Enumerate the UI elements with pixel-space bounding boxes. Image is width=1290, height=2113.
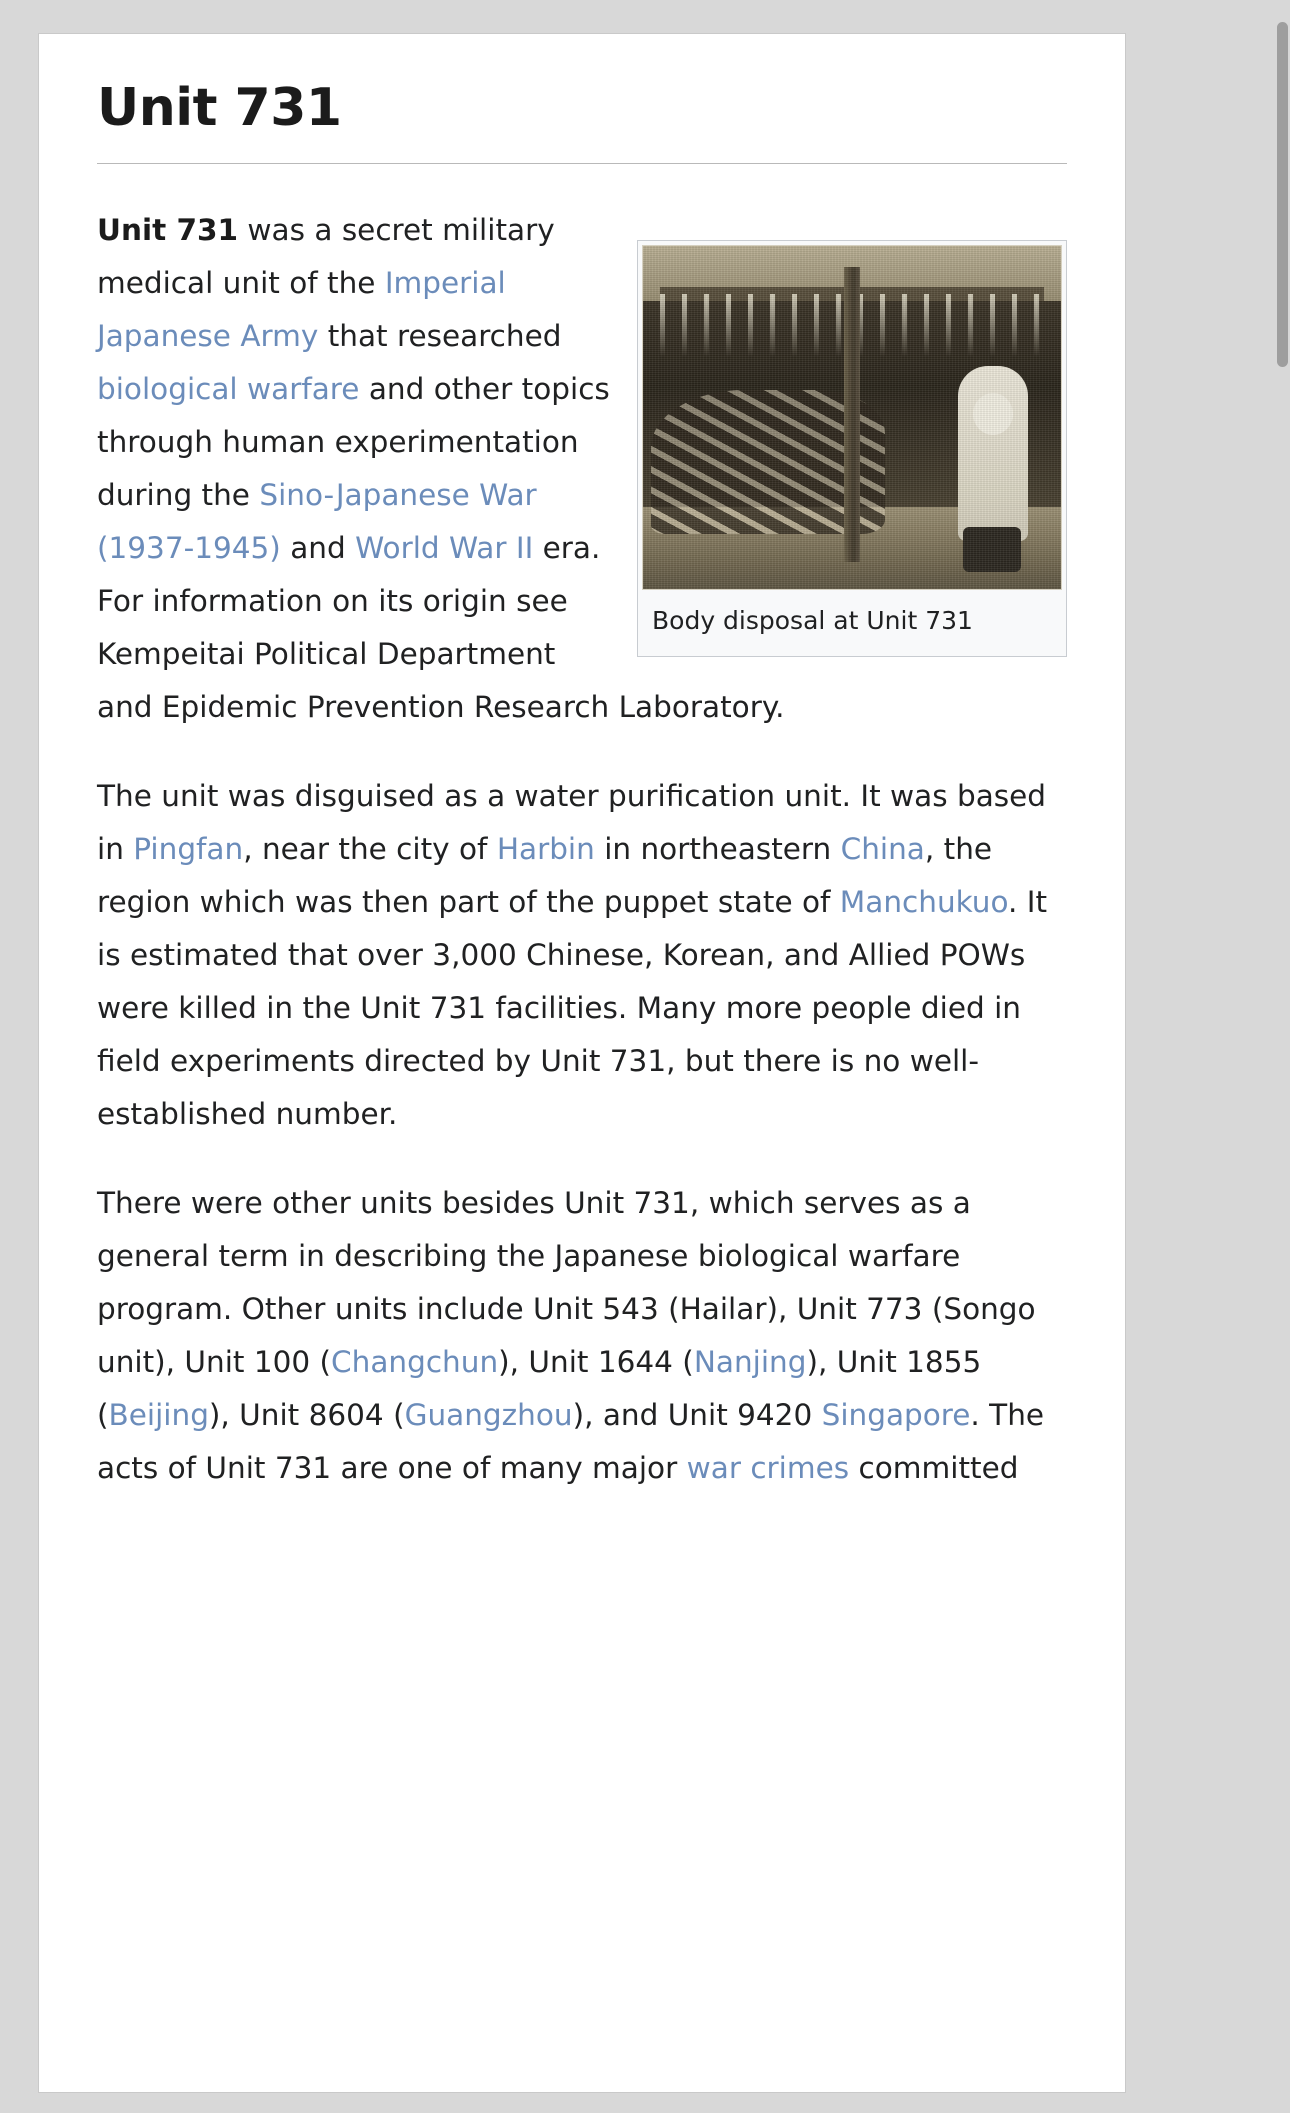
article-term: Unit 731: [97, 213, 239, 248]
figure-body-disposal: [637, 240, 1067, 657]
wiki-link[interactable]: Pingfan: [133, 832, 244, 867]
wiki-link[interactable]: Beijing: [108, 1398, 209, 1433]
wiki-link[interactable]: Harbin: [496, 832, 595, 867]
article-text: , the region which was then part of the puppet state of: [97, 832, 993, 920]
article-text: . The acts of Unit 731 are one of many major: [97, 1398, 1045, 1486]
photo-figure-legs: [963, 527, 1021, 572]
wiki-link[interactable]: Guangzhou: [404, 1398, 573, 1433]
scrollbar-track[interactable]: [1274, 0, 1290, 2113]
article-text: was a secret military medical unit of the: [97, 213, 555, 301]
article-text: committed: [849, 1451, 1019, 1486]
article-paragraph: [97, 1177, 1067, 1495]
figure-caption: Body disposal at Unit 731: [652, 606, 973, 636]
historical-photo-image: [642, 245, 1062, 590]
article-text: and other topics through human experimentation during the: [97, 372, 610, 513]
wiki-link[interactable]: Nanjing: [693, 1345, 807, 1380]
article-text: . It is estimated that over 3,000 Chinese, Korean, and Allied POWs were killed in the Unit 731 facilities. Many more people died in field experiments directed by Unit 731, but there is no well-established number.: [97, 885, 1048, 1132]
article-text: ), Unit 8604 (: [208, 1398, 405, 1433]
wiki-link[interactable]: China: [840, 832, 925, 867]
article-text: The unit was disguised as a water purification unit. It was based in: [97, 779, 1047, 867]
wiki-link[interactable]: Imperial Japanese Army: [97, 266, 506, 354]
article-text: ), Unit 1644 (: [498, 1345, 694, 1380]
article-text: ), Unit 1855 (: [97, 1345, 982, 1433]
wiki-link[interactable]: Sino-Japanese War (1937-1945): [97, 478, 537, 566]
title-divider: [97, 163, 1067, 164]
article-text: and: [280, 531, 356, 566]
wiki-link[interactable]: Singapore: [821, 1398, 971, 1433]
article-text: There were other units besides Unit 731, which serves as a general term in describing the Japanese biological warfare program. Other units include Unit 543 (Hailar), Unit 773 (Songo unit), Unit 100 (: [97, 1186, 1036, 1380]
page-title: Unit 731: [97, 78, 342, 138]
photo-post: [844, 267, 860, 562]
article-text: that researched: [318, 319, 562, 354]
wiki-link[interactable]: Changchun: [331, 1345, 499, 1380]
article-text: in northeastern: [594, 832, 841, 867]
article-text: ), and Unit 9420: [572, 1398, 822, 1433]
wiki-link[interactable]: Manchukuo: [839, 885, 1009, 920]
article-text: , near the city of: [243, 832, 497, 867]
article-paragraph: [97, 770, 1067, 1141]
article-body: [97, 204, 1067, 1495]
wiki-link[interactable]: biological warfare: [97, 372, 360, 407]
wiki-link[interactable]: war crimes: [686, 1451, 850, 1486]
scrollbar-thumb[interactable]: [1277, 22, 1288, 367]
article-text: era. For information on its origin see Kempeitai Political Department and Epidemic Prevention Research Laboratory.: [97, 531, 785, 725]
wiki-link[interactable]: World War II: [355, 531, 534, 566]
photo-figure-head: [973, 393, 1013, 435]
article-card: [38, 33, 1126, 2093]
